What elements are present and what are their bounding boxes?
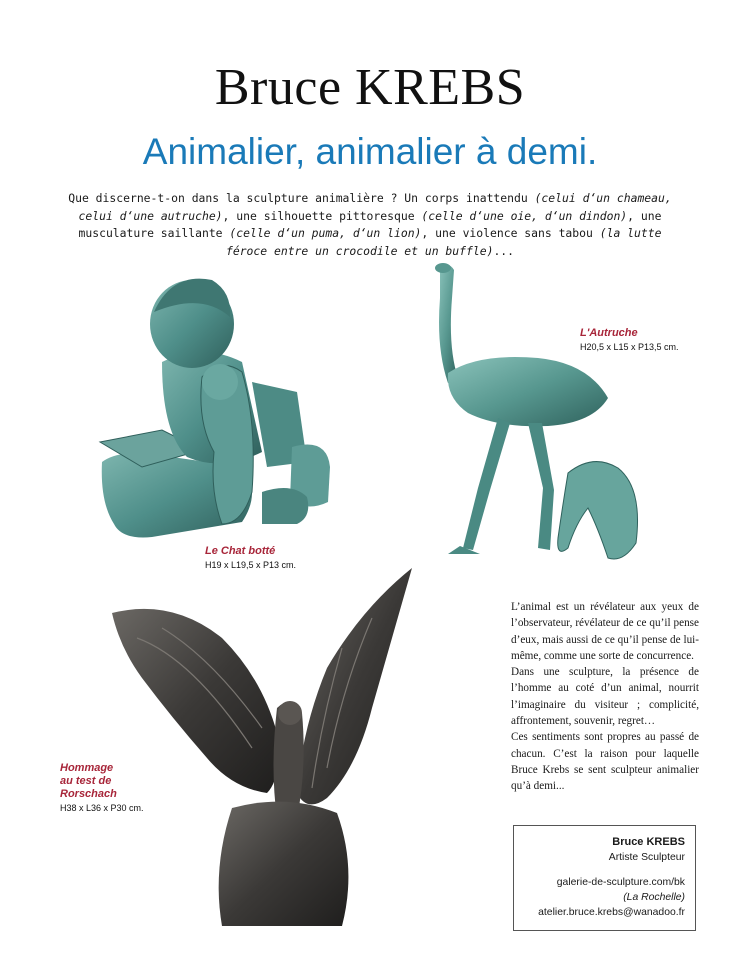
body-paragraph: L’animal est un révélateur aux yeux de l’observateur, révélateur de ce qu’il pense d’eux, mais aussi de ce qu’il pense de lui-même, comme une sorte de concurrence. <box>511 601 699 662</box>
contact-box <box>513 825 696 931</box>
sculpture-chat-botte-image <box>92 262 340 547</box>
contact-website[interactable]: galerie-de-sculpture.com/bk <box>556 877 685 888</box>
intro-text: , une musculature saillante <box>78 208 662 240</box>
sculpture-rorschach-image <box>112 568 417 926</box>
intro-text: , une silhouette pittoresque <box>222 208 422 223</box>
intro-italic: (celle d‘une oie, d‘un dindon) <box>421 208 628 223</box>
contact-city: (La Rochelle) <box>623 892 685 903</box>
page-title: Bruce KREBS <box>214 59 526 116</box>
artwork-title-line: Hommage <box>60 762 114 774</box>
artwork-title-line: Rorschach <box>60 788 117 800</box>
contact-email[interactable]: atelier.bruce.krebs@wanadoo.fr <box>538 907 685 918</box>
artwork-dimensions-chat-botte: H19 x L19,5 x P13 cm. <box>205 560 297 570</box>
artwork-title-chat-botte: Le Chat botté <box>205 545 276 557</box>
intro-text: , une violence sans tabou <box>421 226 600 240</box>
intro-italic: (celle d‘un puma, d‘un lion) <box>229 226 422 240</box>
artwork-dimensions-rorschach: H38 x L36 x P30 cm. <box>60 803 144 813</box>
intro-italic: (celui d‘un chameau, celui d‘une autruche) <box>78 191 672 223</box>
intro-text: Que discerne-t-on dans la sculpture animalière ? Un corps inattendu <box>68 191 535 205</box>
artwork-title-line: au test de <box>60 775 112 787</box>
sculpture-autruche-image <box>418 258 668 570</box>
contact-role: Artiste Sculpteur <box>608 852 685 863</box>
page-subtitle: Animalier, animalier à demi. <box>142 131 598 172</box>
intro-italic: (la lutte féroce entre un crocodile et un buffle) <box>225 226 662 258</box>
artwork-dimensions-autruche: H20,5 x L15 x P13,5 cm. <box>580 342 679 352</box>
artwork-title-autruche: L'Autruche <box>580 327 638 339</box>
contact-name: Bruce KREBS <box>612 836 685 848</box>
intro-text: ... <box>493 243 515 258</box>
body-paragraph: Ces sentiments sont propres au passé de chacun. C’est la raison pour laquelle Bruce Krebs se sent sculpteur animalier qu’à demi... <box>511 731 699 793</box>
intro-paragraph <box>60 190 680 260</box>
artwork-title-rorschach <box>60 762 117 801</box>
body-paragraph: Dans une sculpture, la présence de l’homme au coté d’un animal, nourrit l’imaginaire du visiteur ; complicité, affrontement, souvenir, regret… <box>511 666 699 728</box>
body-text <box>511 599 699 795</box>
